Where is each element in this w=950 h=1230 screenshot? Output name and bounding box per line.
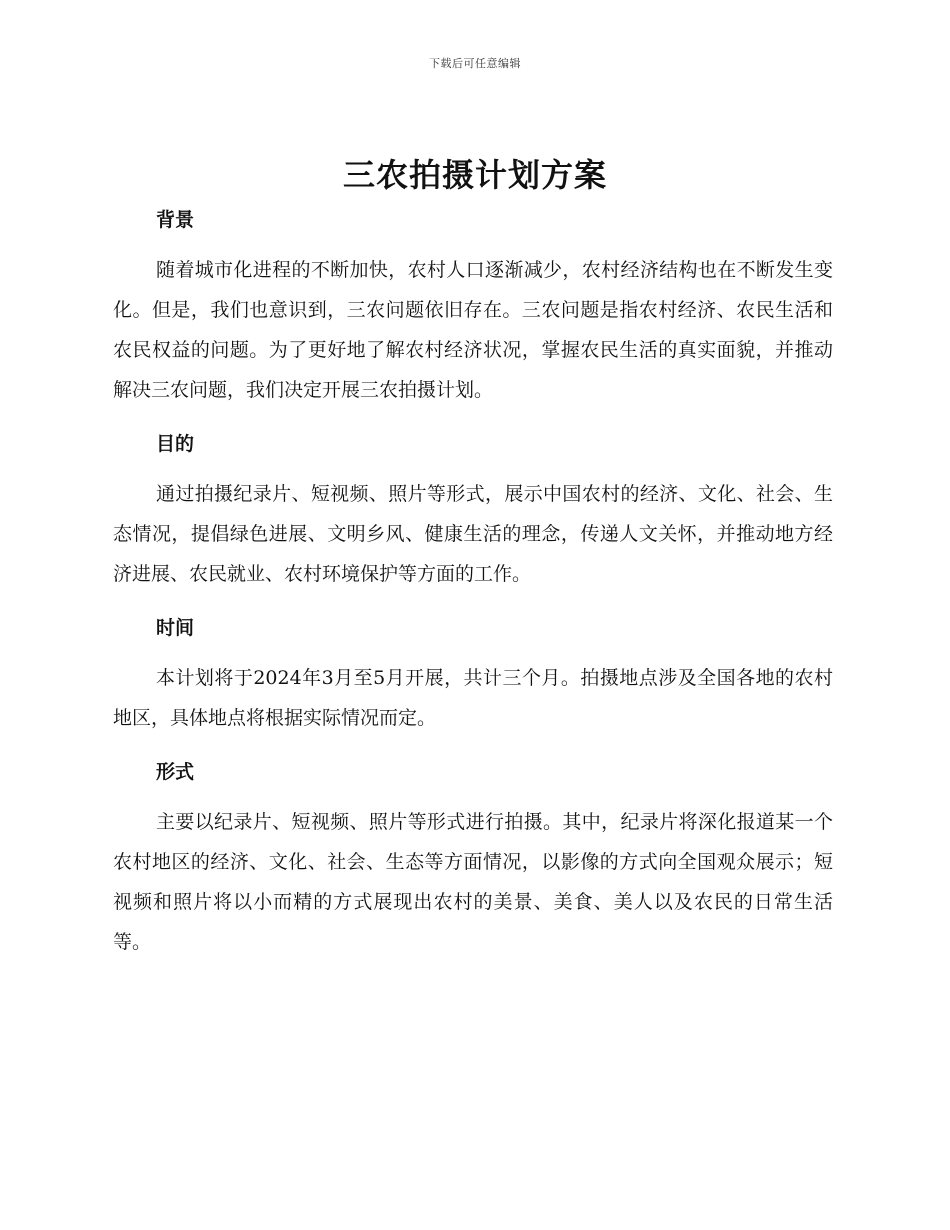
section-paragraph: 本计划将于2024年3月至5月开展，共计三个月。拍摄地点涉及全国各地的农村地区，具体地点将根据实际情况而定。 (113, 667, 833, 729)
section-paragraph: 主要以纪录片、短视频、照片等形式进行拍摄。其中，纪录片将深化报道某一个农村地区的经济、文化、社会、生态等方面情况，以影像的方式向全国观众展示；短视频和照片将以小而精的方式展现出农村的美景、美食、美人以及农民的日常生活等。 (113, 811, 833, 953)
section-heading: 背景 (156, 209, 195, 231)
header-note: 下载后可任意编辑 (429, 57, 521, 70)
section-paragraph: 随着城市化进程的不断加快，农村人口逐渐减少，农村经济结构也在不断发生变化。但是，我们也意识到，三农问题依旧存在。三农问题是指农村经济、农民生活和农民权益的问题。为了更好地了解农村经济状况，掌握农民生活的真实面貌，并推动解决三农问题，我们决定开展三农拍摄计划。 (113, 259, 833, 401)
section-purpose (113, 424, 833, 594)
section-heading: 形式 (156, 761, 195, 783)
section-background (113, 200, 833, 410)
section-heading: 目的 (156, 433, 195, 455)
document-content (113, 200, 833, 976)
document-title: 三农拍摄计划方案 (342, 156, 607, 194)
section-paragraph: 通过拍摄纪录片、短视频、照片等形式，展示中国农村的经济、文化、社会、生态情况，提倡绿色进展、文明乡风、健康生活的理念，传递人文关怀，并推动地方经济进展、农民就业、农村环境保护等方面的工作。 (113, 483, 833, 585)
section-format (113, 752, 833, 962)
section-time (113, 608, 833, 738)
section-heading: 时间 (156, 617, 195, 639)
